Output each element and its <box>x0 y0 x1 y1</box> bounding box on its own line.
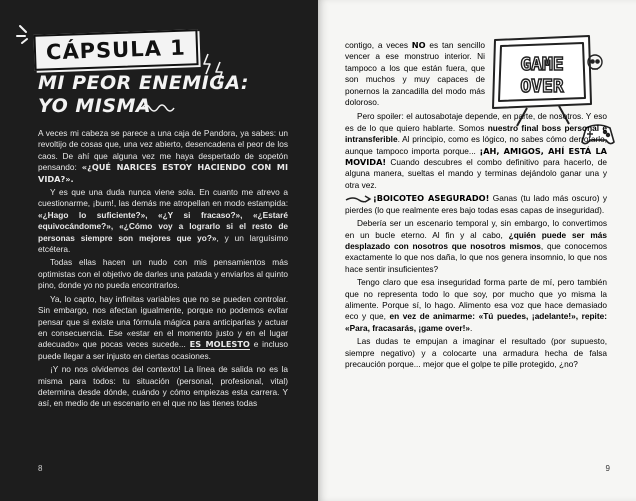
handwritten-highlight: ¡AH, AMIGOS, AHÍ ESTÁ LA MOVIDA! <box>345 145 607 168</box>
handwritten-highlight: NO <box>411 40 426 50</box>
right-body-text <box>345 40 607 372</box>
text-run: e incluso puede llegar a ser injusto en ciertas ocasiones. <box>38 339 289 361</box>
page-number: 8 <box>38 464 43 473</box>
paragraph: ¡Y no nos olvidemos del contexto! La línea de salida no es la misma para todos: tu situación (personal, profesional, vital) determina desde dónde, cuándo y cómo empiezas esta carrera. Y así, en medio de un escenario en el que no las tienes todas <box>38 364 288 409</box>
bold-text: «¿Hago lo suficiente?», «¿Y si fracaso?», «¿Estaré equivocándome?», «¿Cómo voy a lograrlo si el resto de personas siempre son mejores que yo?» <box>38 209 288 243</box>
left-body-text <box>38 128 288 412</box>
paragraph <box>38 294 288 362</box>
tv-text-over: OVER <box>520 76 564 97</box>
bold-text: en vez de animarme: «Tú puedes, ¡adelante!», repite: «Para, fracasarás, ¡game over!» <box>345 311 607 333</box>
text-run: . <box>470 322 473 333</box>
text-run: Cuando descubres el combo definitivo para hacerlo, de alguna manera, sueltas el mando y terminas dejándolo ganar una y otra vez. <box>345 157 607 190</box>
text-run: Ganas (tu lado más oscuro) y pierdes (lo que realmente eres bajo todas esas capas de inseguridad). <box>345 193 608 215</box>
chapter-title-line-1: MI PEOR ENEMIGA: <box>38 72 249 94</box>
paragraph <box>345 218 607 275</box>
chapter-label: CÁPSULA 1 <box>33 29 198 71</box>
text-run: Pero spoiler: el autosabotaje depende, en parte, de nosotros. Y eso es de lo que quiero hablarte. Somos <box>345 111 607 133</box>
page-number: 9 <box>605 464 610 473</box>
paragraph <box>38 128 288 185</box>
arrow-doodle-icon <box>345 194 373 204</box>
paragraph <box>38 187 288 255</box>
paragraph <box>345 277 607 334</box>
text-run: Debería ser un escenario temporal y, sin embargo, lo convertimos en un bucle eterno. Al fin y al cabo, <box>345 218 607 240</box>
paragraph <box>345 111 607 191</box>
handwritten-highlight: ES MOLESTO <box>189 339 250 350</box>
text-run: A veces mi cabeza se parece a una caja de Pandora, ya sabes: un revoltijo de cosas que, una vez abierto, desencadena el peor de los caos. De ahí que alguna vez me haya despertado de sopetón pensando: <box>38 128 288 173</box>
paragraph <box>345 40 485 108</box>
text-run: . Al principio, como es lógico, no sabes cómo derrotarlo, aunque tampoco importa porque... <box>345 134 607 156</box>
chapter-title-line-2: YO MISMA <box>38 95 152 117</box>
text-run: Tengo claro que esa inseguridad forma parte de mí, pero también que no representa todo lo que soy, por mucho que yo misma la alimente. Porque sí, lo hago. Alimento esa voz que hace demasiado eco y que, <box>345 277 607 322</box>
paragraph <box>345 193 607 216</box>
text-run: Ya, lo capto, hay infinitas variables que no se pueden controlar. Sin embargo, nos afectan igualmente, porque no podemos evitar pensar que si existe una fórmula mágica para anticiparlas y actuar en consecuencia. Ese «estar en el momento justo y en el lugar adecuado» que pocas veces sucede... <box>38 293 288 350</box>
paragraph: Las dudas te empujan a imaginar el resultado (por supuesto, siempre negativo) y a colocarte una armadura hecha de falsa precaución porque... mejor que el golpe te pille protegido, ¿no? <box>345 336 607 369</box>
tv-text-game: GAME <box>520 54 564 75</box>
bold-text: ¿quién puede ser más desplazado con nosotros que nosotros mismos <box>345 229 607 251</box>
handwritten-highlight: «¿QUÉ NARICES ESTOY HACIENDO CON MI VIDA?». <box>38 162 288 184</box>
text-run: , que conocemos exactamente lo que nos daña, lo que nos genera insomnio, lo que nos hace sentir insuficientes? <box>345 240 607 274</box>
handwritten-highlight: ¡BOICOTEO ASEGURADO! <box>373 193 490 204</box>
bold-text: nuestro final boss personal e intransferible <box>345 122 607 145</box>
text-run: es tan sencillo vencer a ese monstruo interior. Ni tampoco a los que están fuera, que son muchos y muy capaces de ponernos la zancadilla del modo más doloroso. <box>345 40 485 108</box>
text-run: Y es que una duda nunca viene sola. En cuanto me atrevo a cuestionarme, ¡bum!, las demás me atropellan en modo estampida: <box>38 187 288 209</box>
squiggle-doodle-icon <box>140 100 180 112</box>
paragraph: Todas ellas hacen un nudo con mis pensamientos más optimistas con el objetivo de darles una patada y enviarlos al quinto pino, donde yo no pueda encontrarlos. <box>38 257 288 291</box>
text-run: contigo, a veces <box>345 40 412 50</box>
text-run: , y un larguísimo etcétera. <box>38 232 288 255</box>
